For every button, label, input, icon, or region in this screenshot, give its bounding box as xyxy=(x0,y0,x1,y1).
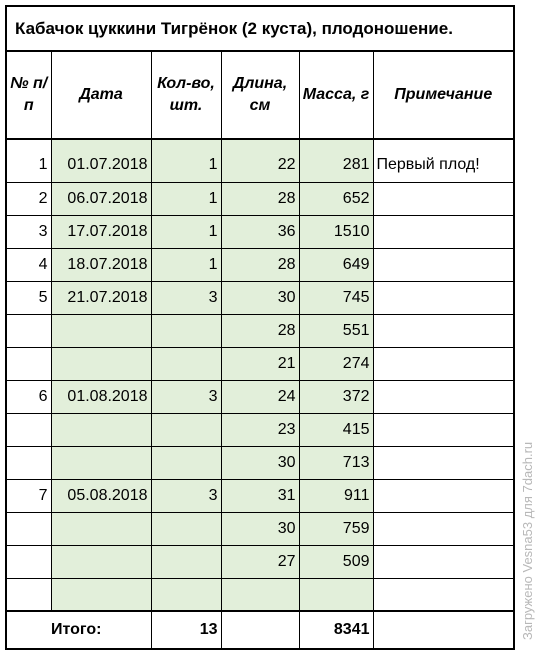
cell-length: 22 xyxy=(221,149,299,182)
spreadsheet xyxy=(5,5,513,650)
cell-count xyxy=(151,347,221,380)
header-note: Примечание xyxy=(373,51,514,139)
cell-mass xyxy=(299,578,373,611)
cell-num xyxy=(6,413,51,446)
cell-num xyxy=(6,545,51,578)
table-row xyxy=(6,545,514,578)
cell-num: 1 xyxy=(6,149,51,182)
header-num: № п/п xyxy=(6,51,51,139)
cell-num xyxy=(6,314,51,347)
cell-length: 21 xyxy=(221,347,299,380)
cell-num: 7 xyxy=(6,479,51,512)
cell-mass: 281 xyxy=(299,149,373,182)
cell-count: 1 xyxy=(151,215,221,248)
cell-note xyxy=(373,446,514,479)
cell-note xyxy=(373,512,514,545)
cell-count xyxy=(151,512,221,545)
spacer-cell xyxy=(6,139,51,149)
table-row xyxy=(6,479,514,512)
spacer-cell xyxy=(51,139,151,149)
cell-date: 01.08.2018 xyxy=(51,380,151,413)
spacer-cell xyxy=(221,139,299,149)
cell-length: 27 xyxy=(221,545,299,578)
cell-date xyxy=(51,347,151,380)
cell-date: 06.07.2018 xyxy=(51,182,151,215)
cell-num: 4 xyxy=(6,248,51,281)
table-row xyxy=(6,182,514,215)
cell-mass: 652 xyxy=(299,182,373,215)
cell-note xyxy=(373,380,514,413)
cell-mass: 274 xyxy=(299,347,373,380)
cell-note xyxy=(373,479,514,512)
cell-count: 1 xyxy=(151,149,221,182)
cell-note: Первый плод! xyxy=(373,149,514,182)
cell-note xyxy=(373,281,514,314)
spacer-cell xyxy=(299,139,373,149)
cell-length xyxy=(221,578,299,611)
cell-mass: 911 xyxy=(299,479,373,512)
cell-note xyxy=(373,347,514,380)
cell-mass: 1510 xyxy=(299,215,373,248)
cell-length: 30 xyxy=(221,446,299,479)
title-row xyxy=(6,6,514,51)
cell-count: 1 xyxy=(151,248,221,281)
header-length: Длина, см xyxy=(221,51,299,139)
cell-num xyxy=(6,578,51,611)
cell-count xyxy=(151,314,221,347)
total-row xyxy=(6,611,514,649)
cell-mass: 551 xyxy=(299,314,373,347)
cell-length: 28 xyxy=(221,248,299,281)
cell-note xyxy=(373,314,514,347)
cell-num: 2 xyxy=(6,182,51,215)
harvest-table xyxy=(5,5,515,650)
cell-length: 23 xyxy=(221,413,299,446)
cell-date xyxy=(51,512,151,545)
table-row xyxy=(6,215,514,248)
table-row xyxy=(6,578,514,611)
cell-date: 18.07.2018 xyxy=(51,248,151,281)
cell-num: 5 xyxy=(6,281,51,314)
cell-count: 1 xyxy=(151,182,221,215)
total-length-empty xyxy=(221,611,299,649)
cell-note xyxy=(373,182,514,215)
cell-count xyxy=(151,446,221,479)
total-note-empty xyxy=(373,611,514,649)
spacer-cell xyxy=(151,139,221,149)
cell-date xyxy=(51,446,151,479)
total-count: 13 xyxy=(151,611,221,649)
cell-mass: 745 xyxy=(299,281,373,314)
header-date: Дата xyxy=(51,51,151,139)
cell-length: 36 xyxy=(221,215,299,248)
cell-num xyxy=(6,512,51,545)
cell-count: 3 xyxy=(151,479,221,512)
cell-date xyxy=(51,314,151,347)
cell-date xyxy=(51,545,151,578)
cell-count xyxy=(151,545,221,578)
table-row xyxy=(6,380,514,413)
spacer-cell xyxy=(373,139,514,149)
cell-date: 21.07.2018 xyxy=(51,281,151,314)
table-row xyxy=(6,149,514,182)
cell-count xyxy=(151,578,221,611)
header-mass: Масса, г xyxy=(299,51,373,139)
cell-mass: 415 xyxy=(299,413,373,446)
cell-mass: 372 xyxy=(299,380,373,413)
cell-note xyxy=(373,215,514,248)
table-row xyxy=(6,314,514,347)
table-row xyxy=(6,512,514,545)
cell-note xyxy=(373,413,514,446)
header-row xyxy=(6,51,514,139)
cell-mass: 713 xyxy=(299,446,373,479)
table-row xyxy=(6,446,514,479)
cell-mass: 759 xyxy=(299,512,373,545)
cell-count: 3 xyxy=(151,380,221,413)
cell-count xyxy=(151,413,221,446)
header-count: Кол-во, шт. xyxy=(151,51,221,139)
table-row xyxy=(6,281,514,314)
cell-note xyxy=(373,578,514,611)
cell-date: 01.07.2018 xyxy=(51,149,151,182)
cell-num: 6 xyxy=(6,380,51,413)
cell-note xyxy=(373,545,514,578)
cell-date: 17.07.2018 xyxy=(51,215,151,248)
watermark: Загружено Vesna53 для 7dach.ru xyxy=(520,441,535,640)
cell-num: 3 xyxy=(6,215,51,248)
cell-length: 28 xyxy=(221,182,299,215)
cell-num xyxy=(6,446,51,479)
cell-num xyxy=(6,347,51,380)
cell-length: 24 xyxy=(221,380,299,413)
table-row xyxy=(6,248,514,281)
cell-length: 30 xyxy=(221,281,299,314)
total-mass: 8341 xyxy=(299,611,373,649)
table-title: Кабачок цуккини Тигрёнок (2 куста), плодоношение. xyxy=(6,6,514,51)
cell-date xyxy=(51,413,151,446)
table-row xyxy=(6,413,514,446)
table-row xyxy=(6,347,514,380)
cell-length: 31 xyxy=(221,479,299,512)
cell-mass: 649 xyxy=(299,248,373,281)
cell-length: 30 xyxy=(221,512,299,545)
cell-count: 3 xyxy=(151,281,221,314)
cell-length: 28 xyxy=(221,314,299,347)
cell-note xyxy=(373,248,514,281)
cell-date xyxy=(51,578,151,611)
cell-mass: 509 xyxy=(299,545,373,578)
spacer-row xyxy=(6,139,514,149)
cell-date: 05.08.2018 xyxy=(51,479,151,512)
total-label: Итого: xyxy=(6,611,151,649)
